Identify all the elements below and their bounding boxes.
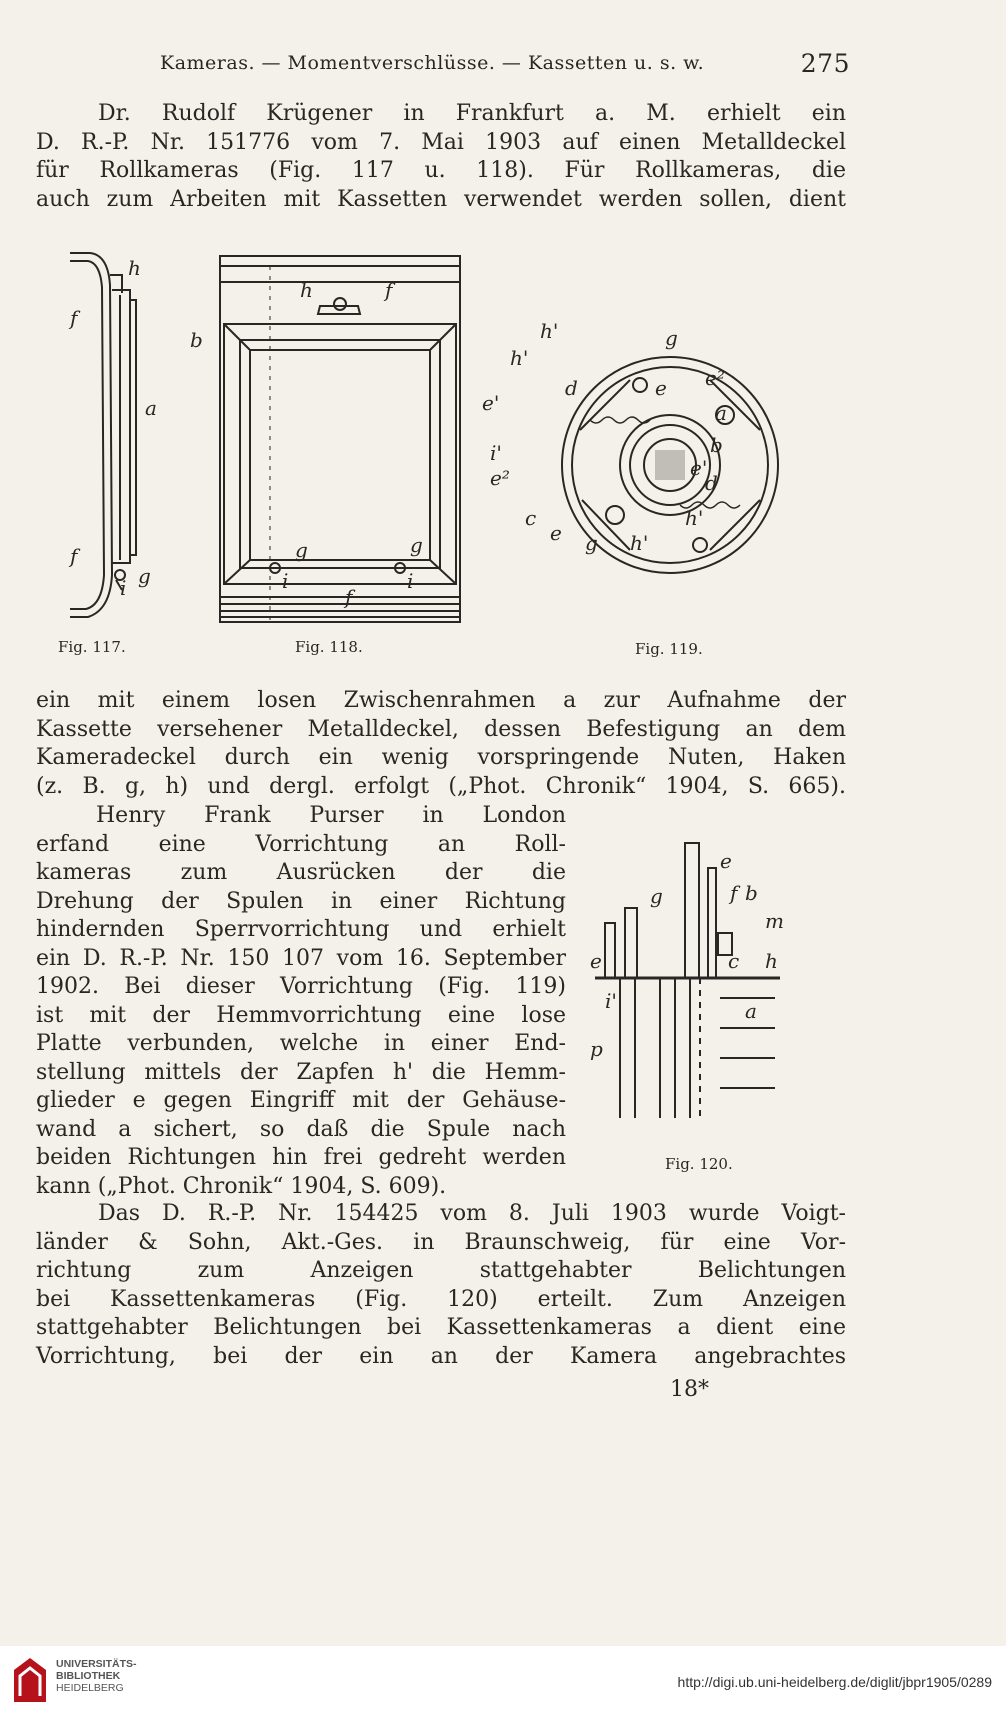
text-line: (z. B. g, h) und dergl. erfolgt („Phot. Chronik“ 1904, S. 665). [36, 773, 846, 799]
text-line: Platte verbunden, welche in einer End- [36, 1031, 566, 1056]
fig120-label-e2: e [590, 949, 602, 973]
text-line: 1902. Bei dieser Vorrichtung (Fig. 119) [36, 974, 566, 999]
library-line-3: HEIDELBERG [56, 1682, 124, 1694]
fig118-label-i2: i [407, 569, 414, 593]
source-url-link[interactable]: http://digi.ub.uni-heidelberg.de/diglit/jbpr1905/0289 [677, 1674, 992, 1690]
fig118-label-i: i [282, 569, 289, 593]
figure-120-drawing [580, 838, 790, 1128]
fig119-label-e5: e [550, 521, 562, 545]
fig120-label-c: c [728, 949, 740, 973]
fig118-label-b: b [190, 328, 203, 352]
fig120-label-m: m [765, 909, 784, 933]
library-line-2: BIBLIOTHEK [56, 1670, 121, 1682]
fig120-label-g: g [650, 884, 663, 908]
fig118-label-h: h [300, 278, 313, 302]
text-line: Kassette versehener Metalldeckel, dessen Befestigung an dem [36, 716, 846, 742]
text-line: Kameradeckel durch ein wenig vorspringende Nuten, Haken [36, 745, 846, 770]
text-line: ein mit einem losen Zwischenrahmen a zur Aufnahme der [36, 688, 846, 713]
fig119-label-c: c [525, 506, 537, 530]
fig119-label-g: g [665, 326, 678, 350]
fig119-label-d: d [565, 376, 578, 400]
text-line: bei Kassettenkameras (Fig. 120) erteilt. Zum Anzeigen [36, 1286, 846, 1312]
fig119-label-h3: h' [630, 531, 649, 555]
text-line: ist mit der Hemmvorrichtung eine lose [36, 1002, 566, 1028]
fig118-label-g: g [295, 538, 308, 562]
fig119-label-h2: h' [510, 346, 529, 370]
text-line: erfand eine Vorrichtung an Roll- [36, 831, 566, 857]
fig120-label-p: p [590, 1037, 603, 1061]
fig119-label-g2: g [585, 531, 598, 555]
text-line: für Rollkameras (Fig. 117 u. 118). Für Rollkameras, die [36, 158, 846, 183]
fig119-label-e2: e² [705, 366, 725, 390]
fig120-label-h: h [765, 949, 778, 973]
fig117-label-h: h [128, 256, 141, 280]
fig119-label-e1: e' [482, 391, 500, 415]
text-line: wand a sichert, so daß die Spule nach [36, 1116, 566, 1142]
paragraph-3 [36, 802, 566, 1201]
running-title: Kameras. — Momentverschlüsse. — Kassetten u. s. w. [160, 52, 705, 74]
caption-fig-117: Fig. 117. [58, 638, 126, 656]
paragraph-2 [36, 687, 846, 801]
text-line: glieder e gegen Eingriff mit der Gehäuse- [36, 1088, 566, 1113]
fig118-label-g2: g [410, 533, 423, 557]
page-number: 275 [800, 49, 850, 78]
fig117-label-f2: f [70, 544, 78, 568]
paragraph-1 [36, 100, 846, 214]
library-name [56, 1658, 137, 1694]
fig120-label-a: a [745, 999, 757, 1023]
fig119-label-i1: i' [490, 441, 502, 465]
text-line: Drehung der Spulen in einer Richtung [36, 888, 566, 914]
fig119-label-h4: h' [685, 506, 704, 530]
caption-fig-118: Fig. 118. [295, 638, 363, 656]
fig120-label-f: f [730, 881, 738, 905]
figure-118-drawing [190, 252, 470, 632]
fig117-label-i: i [120, 576, 127, 600]
fig119-label-b: b [710, 433, 723, 457]
fig118-label-f: f [385, 278, 393, 302]
signature-mark: 18* [670, 1377, 709, 1402]
footer-bar [0, 1646, 1006, 1721]
fig117-label-a: a [145, 396, 157, 420]
fig119-label-e: e [655, 376, 667, 400]
text-line: auch zum Arbeiten mit Kassetten verwendet werden sollen, dient [36, 186, 846, 212]
fig119-label-e3: e² [490, 466, 510, 490]
text-line: richtung zum Anzeigen stattgehabter Belichtungen [36, 1258, 846, 1283]
text-line: D. R.-P. Nr. 151776 vom 7. Mai 1903 auf einen Metalldeckel [36, 129, 846, 155]
text-line: beiden Richtungen hin frei gedreht werden [36, 1145, 566, 1170]
fig120-label-i: i' [605, 989, 617, 1013]
fig117-label-g: g [138, 564, 151, 588]
text-line: Henry Frank Purser in London [96, 803, 566, 828]
text-line: stattgehabter Belichtungen bei Kassettenkameras a dient eine [36, 1315, 846, 1340]
fig117-label-f: f [70, 306, 78, 330]
figure-119-drawing [482, 319, 810, 600]
fig119-label-h1: h' [540, 319, 559, 343]
running-header [160, 49, 850, 78]
fig120-label-b: b [745, 881, 758, 905]
library-line-1: UNIVERSITÄTS- [56, 1658, 137, 1670]
caption-fig-120: Fig. 120. [665, 1155, 733, 1173]
text-line: länder & Sohn, Akt.-Ges. in Braunschweig, für eine Vor- [36, 1229, 846, 1255]
library-logo-icon [10, 1656, 50, 1706]
text-line: ein D. R.-P. Nr. 150 107 vom 16. September [36, 945, 566, 971]
fig119-label-a: a [715, 401, 727, 425]
text-line: Dr. Rudolf Krügener in Frankfurt a. M. erhielt ein [98, 101, 846, 126]
caption-fig-119: Fig. 119. [635, 640, 703, 658]
text-line: stellung mittels der Zapfen h' die Hemm- [36, 1059, 566, 1085]
fig118-label-f2: f [345, 585, 353, 609]
text-line: hindernden Sperrvorrichtung und erhielt [36, 917, 566, 942]
figure-117-drawing [60, 245, 170, 630]
text-line: Das D. R.-P. Nr. 154425 vom 8. Juli 1903 wurde Voigt- [98, 1201, 846, 1226]
text-line: kann („Phot. Chronik“ 1904, S. 609). [36, 1173, 447, 1199]
paragraph-4 [36, 1200, 846, 1371]
text-line: Vorrichtung, bei der ein an der Kamera angebrachtes [36, 1343, 846, 1369]
fig120-label-e: e [720, 849, 732, 873]
fig119-label-e4: e' [690, 456, 708, 480]
text-line: kameras zum Ausrücken der die [36, 860, 566, 885]
fig119-label-d2: d [705, 471, 718, 495]
